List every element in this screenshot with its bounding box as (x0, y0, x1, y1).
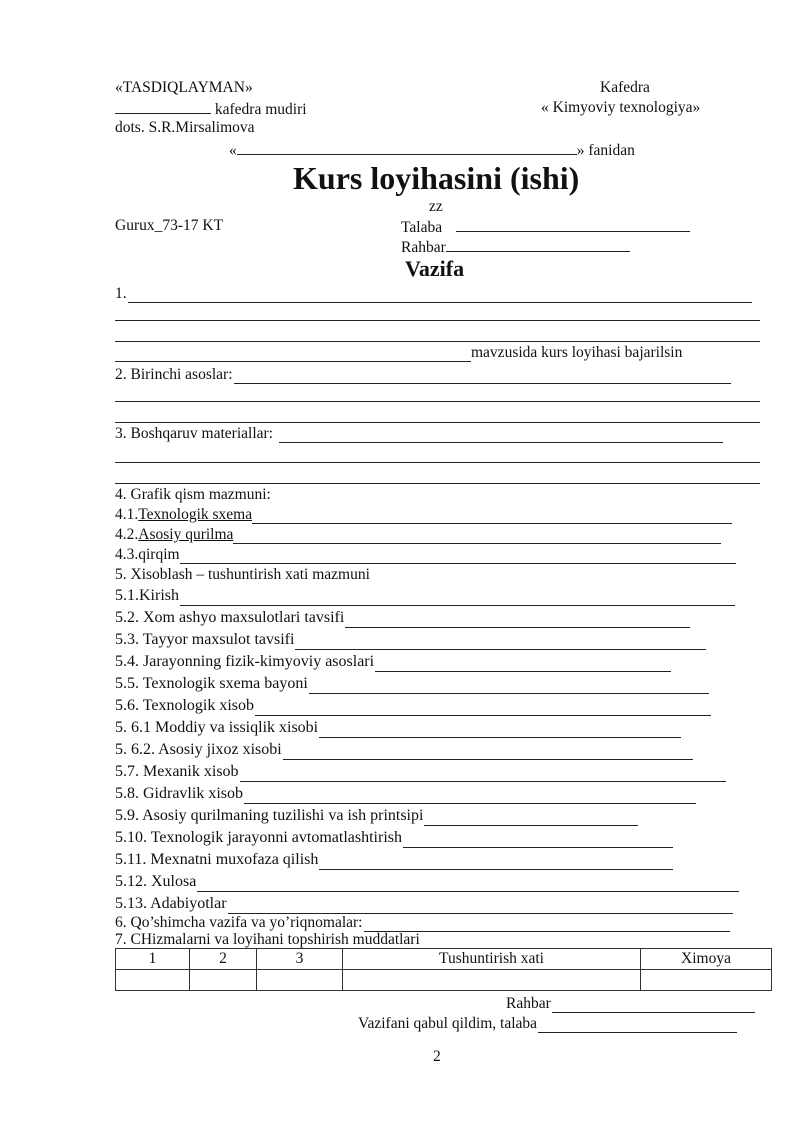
table-header-cell: Tushuntirish xati (343, 949, 641, 970)
item-blank (180, 590, 735, 606)
table-cell[interactable] (190, 970, 257, 991)
head-name: dots. S.R.Mirsalimova (115, 119, 255, 136)
item-6-blank (364, 916, 730, 932)
item-blank (375, 656, 671, 672)
item-4-2-text: Asosiy qurilma (138, 526, 234, 543)
schedule-table (115, 948, 772, 991)
table-header-row (116, 949, 772, 970)
supervisor-sign-line (506, 995, 755, 1013)
student-label: Talaba (401, 219, 443, 236)
table-cell[interactable] (641, 970, 772, 991)
item-4-1-num: 4.1. (115, 506, 139, 523)
item-5-row (115, 850, 673, 870)
item-blank (424, 810, 638, 826)
item-5-row (115, 740, 693, 760)
item-5-row (115, 784, 696, 804)
item-5-row (115, 828, 673, 848)
item-5-11-label: 5.11. Mexnatni muxofaza qilish (115, 851, 319, 868)
item-4-1-blank (252, 508, 732, 524)
page-title: Kurs loyihasini (ishi) (293, 160, 580, 196)
item-4-1 (115, 506, 732, 524)
subject-suffix: » fanidan (576, 142, 635, 159)
item-3-label: 3. Boshqaruv materiallar: (115, 425, 273, 442)
item-4-3-blank (180, 548, 736, 564)
item-blank (403, 832, 673, 848)
item-5-row (115, 806, 638, 826)
table-cell[interactable] (116, 970, 190, 991)
item-4-2-blank (233, 528, 721, 544)
student-line (401, 217, 690, 237)
table-header-cell: 1 (116, 949, 190, 970)
item-5-12-label: 5.12. Xulosa (115, 873, 197, 890)
item-5-8-label: 5.8. Gidravlik xisob (115, 785, 243, 802)
item-blank (319, 854, 673, 870)
item-5-row (115, 652, 671, 672)
topic-blank (115, 346, 471, 362)
subject-blank (237, 140, 577, 155)
item-5-5-label: 5.5. Texnologik sxema bayoni (115, 675, 308, 692)
item-5-6-1-label: 5. 6.1 Moddiy va issiqlik xisobi (115, 719, 319, 736)
item-5-row (115, 718, 681, 738)
item-blank (309, 678, 709, 694)
student-sign-blank (538, 1017, 737, 1033)
item-5-6-2-label: 5. 6.2. Asosiy jixoz xisobi (115, 741, 282, 758)
item-1 (115, 285, 752, 303)
item-5-2-label: 5.2. Xom ashyo maxsulotlari tavsifi (115, 609, 345, 626)
item-5-3-label: 5.3. Tayyor maxsulot tavsifi (115, 631, 295, 648)
item-5-label: 5. Xisoblash – tushuntirish xati mazmuni (115, 566, 370, 583)
item-1-blank (128, 287, 752, 303)
table-cell[interactable] (343, 970, 641, 991)
page-number: 2 (433, 1048, 441, 1065)
item-blank (197, 876, 739, 892)
subject-line (229, 140, 635, 160)
section-title: Vazifa (405, 256, 465, 281)
dept-name: « Kimyoviy texnologiya» (541, 99, 701, 116)
item-5-10-label: 5.10. Texnologik jarayonni avtomatlashtirish (115, 829, 402, 846)
item-6-label: 6. Qo’shimcha vazifa va yo’riqnomalar: (115, 914, 363, 931)
item-1-label: 1. (115, 285, 127, 302)
item-4-3-label: 4.3.qirqim (115, 546, 180, 563)
supervisor-label: Rahbar (401, 239, 446, 256)
item-blank (244, 788, 696, 804)
item-5-7-label: 5.7. Mexanik xisob (115, 763, 239, 780)
subject-open-quote: « (229, 142, 237, 159)
table-header-cell: 2 (190, 949, 257, 970)
item-blank (228, 898, 733, 914)
student-sign-line (358, 1015, 737, 1033)
student-blank (456, 217, 690, 232)
blank-line (115, 462, 760, 463)
item-5-row (115, 872, 739, 892)
item-2-label: 2. Birinchi asoslar: (115, 366, 233, 383)
table-row (116, 970, 772, 991)
head-signature-blank (115, 99, 211, 114)
supervisor-sign-label: Rahbar (506, 995, 551, 1012)
item-4-2-num: 4.2. (115, 526, 139, 543)
item-1-suffix: mavzusida kurs loyihasi bajarilsin (471, 344, 683, 361)
item-5-9-label: 5.9. Asosiy qurilmaning tuzilishi va ish printsipi (115, 807, 424, 824)
item-5-4-label: 5.4. Jarayonning fizik-kimyoviy asoslari (115, 653, 375, 670)
item-5-row (115, 762, 726, 782)
head-title-line (115, 99, 307, 119)
blank-line (115, 401, 760, 402)
item-4-label: 4. Grafik qism mazmuni: (115, 486, 271, 503)
item-blank (319, 722, 681, 738)
item-5-13-label: 5.13. Adabiyotlar (115, 895, 227, 912)
item-2-blank (234, 368, 731, 384)
supervisor-line (401, 237, 630, 257)
blank-line (115, 341, 760, 342)
item-5-row (115, 608, 690, 628)
zz-mark: zz (429, 198, 443, 215)
blank-line (115, 422, 760, 423)
item-blank (240, 766, 726, 782)
item-2 (115, 366, 731, 384)
item-5-6-label: 5.6. Texnologik xisob (115, 697, 255, 714)
item-4-1-text: Texnologik sxema (138, 506, 253, 523)
item-blank (255, 700, 711, 716)
item-5-row (115, 674, 709, 694)
item-3 (115, 425, 723, 443)
item-5-1-label: 5.1.Kirish (115, 587, 179, 604)
item-3-blank (279, 427, 723, 443)
item-blank (345, 612, 690, 628)
supervisor-sign-blank (552, 997, 755, 1013)
table-header-cell: 3 (257, 949, 343, 970)
item-6 (115, 914, 730, 932)
item-1-topic-line (115, 344, 682, 362)
item-4-3 (115, 546, 736, 564)
supervisor-blank (446, 237, 630, 252)
item-7-label: 7. CHizmalarni va loyihani topshirish muddatlari (115, 931, 420, 948)
item-5-row (115, 630, 706, 650)
blank-line (115, 483, 760, 484)
head-title: kafedra mudiri (214, 101, 307, 118)
group-label: Gurux_73-17 KT (115, 217, 224, 234)
blank-line (115, 320, 760, 321)
item-4-2 (115, 526, 721, 544)
dept-label: Kafedra (600, 79, 650, 96)
item-5-row (115, 696, 711, 716)
item-blank (295, 634, 706, 650)
student-sign-label: Vazifani qabul qildim, talaba (358, 1015, 538, 1032)
item-5-row (115, 894, 733, 914)
item-blank (283, 744, 693, 760)
table-cell[interactable] (257, 970, 343, 991)
approve-label: «TASDIQLAYMAN» (115, 79, 253, 96)
item-5-row (115, 586, 735, 606)
table-header-cell: Ximoya (641, 949, 772, 970)
